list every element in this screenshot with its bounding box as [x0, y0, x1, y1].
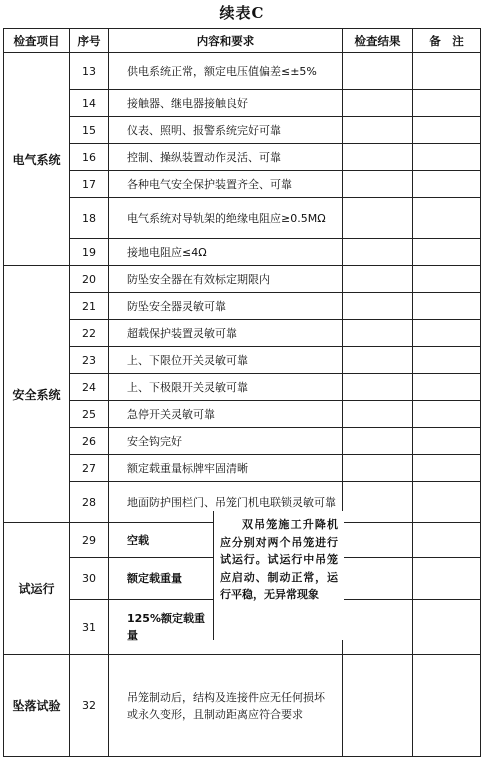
- row-seq: 29: [70, 523, 109, 558]
- remark-cell[interactable]: [413, 401, 481, 428]
- table-row: [4, 401, 481, 428]
- result-cell[interactable]: [343, 293, 413, 320]
- remark-cell[interactable]: [413, 144, 481, 171]
- row-seq: 20: [70, 266, 109, 293]
- table-row: [4, 455, 481, 482]
- row-seq: 23: [70, 347, 109, 374]
- row-seq: 24: [70, 374, 109, 401]
- remark-cell[interactable]: [413, 293, 481, 320]
- category-fall-test: 坠落试验: [4, 655, 70, 757]
- row-content: 上、下限位开关灵敏可靠: [109, 347, 343, 374]
- row-seq: 26: [70, 428, 109, 455]
- result-cell[interactable]: [343, 90, 413, 117]
- header-result: 检查结果: [343, 29, 413, 53]
- row-content: 超载保护装置灵敏可靠: [109, 320, 343, 347]
- row-seq: 27: [70, 455, 109, 482]
- row-seq: 18: [70, 198, 109, 239]
- row-content: 额定载重量: [127, 572, 182, 585]
- result-cell[interactable]: [343, 600, 413, 655]
- row-seq: 15: [70, 117, 109, 144]
- row-seq: 32: [70, 655, 109, 757]
- row-content: 125%额定载重量: [127, 612, 205, 642]
- table-row: [4, 428, 481, 455]
- result-cell[interactable]: [343, 455, 413, 482]
- result-cell[interactable]: [343, 558, 413, 600]
- header-item: 检查项目: [4, 29, 70, 53]
- row-content: 防坠安全器在有效标定期限内: [109, 266, 343, 293]
- remark-cell[interactable]: [413, 455, 481, 482]
- remark-cell[interactable]: [413, 600, 481, 655]
- remark-cell[interactable]: [413, 347, 481, 374]
- result-cell[interactable]: [343, 117, 413, 144]
- row-content: 安全钩完好: [109, 428, 343, 455]
- result-cell[interactable]: [343, 53, 413, 90]
- row-seq: 31: [70, 600, 109, 655]
- row-seq: 30: [70, 558, 109, 600]
- row-seq: 16: [70, 144, 109, 171]
- result-cell[interactable]: [343, 482, 413, 523]
- row-content: 控制、操纵装置动作灵活、可靠: [109, 144, 343, 171]
- table-row: [4, 293, 481, 320]
- row-seq: 17: [70, 171, 109, 198]
- row-content: 各种电气安全保护装置齐全、可靠: [109, 171, 343, 198]
- result-cell[interactable]: [343, 198, 413, 239]
- result-cell[interactable]: [343, 320, 413, 347]
- table-row: [4, 144, 481, 171]
- remark-cell[interactable]: [413, 266, 481, 293]
- header-content: 内容和要求: [109, 29, 343, 53]
- remark-cell[interactable]: [413, 523, 481, 558]
- row-seq: 21: [70, 293, 109, 320]
- row-content: 地面防护围栏门、吊笼门机电联锁灵敏可靠: [109, 482, 343, 523]
- row-content: 吊笼制动后，结构及连接件应无任何损坏或永久变形，且制动距离应符合要求: [109, 655, 343, 757]
- remark-cell[interactable]: [413, 117, 481, 144]
- header-seq: 序号: [70, 29, 109, 53]
- header-row: [4, 29, 481, 53]
- row-content: 额定载重量标牌牢固清晰: [109, 455, 343, 482]
- result-cell[interactable]: [343, 347, 413, 374]
- row-seq: 13: [70, 53, 109, 90]
- result-cell[interactable]: [343, 171, 413, 198]
- table-row: [4, 117, 481, 144]
- row-seq: 14: [70, 90, 109, 117]
- category-electrical: 电气系统: [4, 53, 70, 266]
- row-content: 防坠安全器灵敏可靠: [109, 293, 343, 320]
- remark-cell[interactable]: [413, 374, 481, 401]
- table-row: [4, 320, 481, 347]
- row-content: 供电系统正常，额定电压值偏差≤±5%: [109, 53, 343, 90]
- remark-cell[interactable]: [413, 558, 481, 600]
- row-seq: 19: [70, 239, 109, 266]
- row-content: 电气系统对导轨架的绝缘电阻应≥0.5MΩ: [109, 198, 343, 239]
- result-cell[interactable]: [343, 239, 413, 266]
- table-row: [4, 655, 481, 757]
- remark-cell[interactable]: [413, 239, 481, 266]
- remark-cell[interactable]: [413, 198, 481, 239]
- result-cell[interactable]: [343, 428, 413, 455]
- category-safety: 安全系统: [4, 266, 70, 523]
- row-seq: 22: [70, 320, 109, 347]
- table-row: [4, 266, 481, 293]
- remark-cell[interactable]: [413, 53, 481, 90]
- header-remark: 备 注: [413, 29, 481, 53]
- result-cell[interactable]: [343, 266, 413, 293]
- table-row: [4, 374, 481, 401]
- row-seq: 28: [70, 482, 109, 523]
- remark-cell[interactable]: [413, 482, 481, 523]
- table-title: 续表C: [219, 4, 265, 22]
- row-content: 仪表、照明、报警系统完好可靠: [109, 117, 343, 144]
- table-row: [4, 171, 481, 198]
- category-trial-run: 试运行: [4, 523, 70, 655]
- table-row: [4, 198, 481, 239]
- row-content: 上、下极限开关灵敏可靠: [109, 374, 343, 401]
- result-cell[interactable]: [343, 655, 413, 757]
- result-cell[interactable]: [343, 374, 413, 401]
- row-content: 急停开关灵敏可靠: [109, 401, 343, 428]
- remark-cell[interactable]: [413, 320, 481, 347]
- inspection-table: [3, 28, 481, 757]
- remark-cell[interactable]: [413, 655, 481, 757]
- trial-run-note: 双吊笼施工升降机应分别对两个吊笼进行试运行。试运行中吊笼应启动、制动正常，运行平稳，无异常现象: [213, 511, 344, 640]
- table-row: [4, 239, 481, 266]
- result-cell[interactable]: [343, 523, 413, 558]
- table-row: [4, 347, 481, 374]
- row-content: 接触器、继电器接触良好: [109, 90, 343, 117]
- row-content: 空载: [127, 533, 149, 547]
- result-cell[interactable]: [343, 401, 413, 428]
- remark-cell[interactable]: [413, 171, 481, 198]
- row-content: 接地电阻应≤4Ω: [109, 239, 343, 266]
- result-cell[interactable]: [343, 144, 413, 171]
- remark-cell[interactable]: [413, 90, 481, 117]
- table-row: [4, 90, 481, 117]
- row-seq: 25: [70, 401, 109, 428]
- remark-cell[interactable]: [413, 428, 481, 455]
- table-row: [4, 53, 481, 90]
